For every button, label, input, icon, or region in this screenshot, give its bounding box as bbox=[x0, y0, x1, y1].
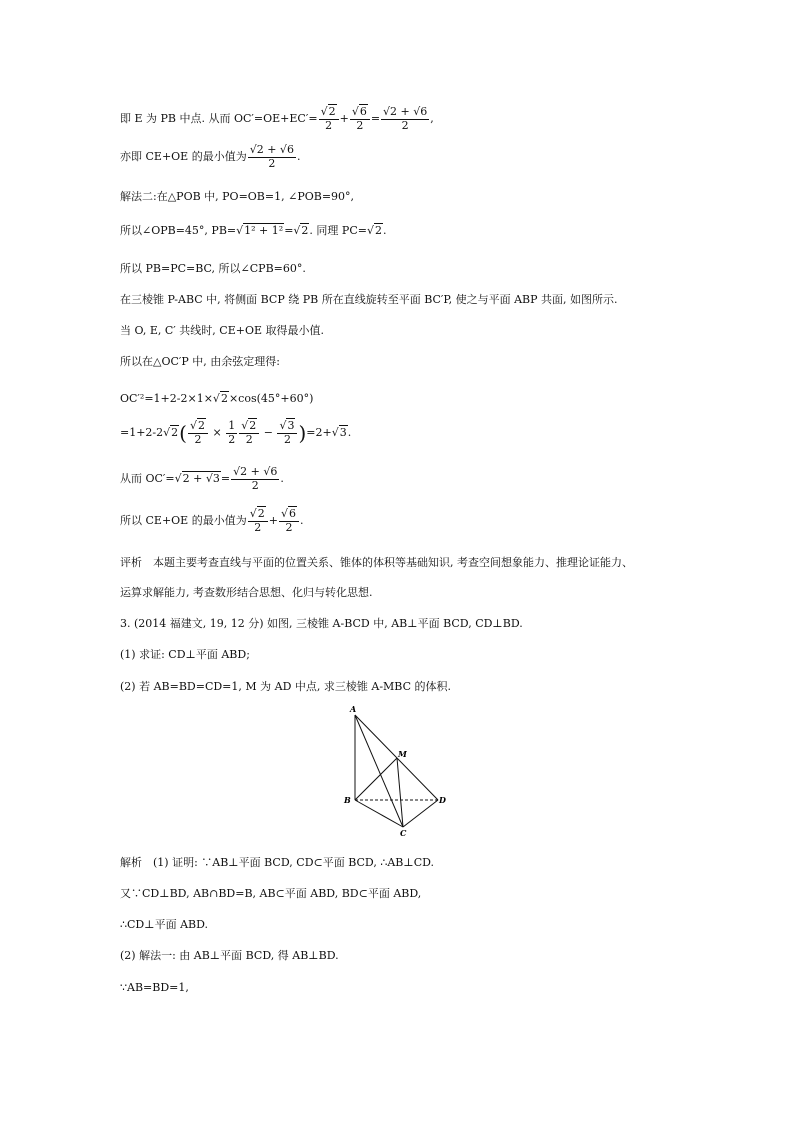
label-b: B bbox=[344, 795, 351, 805]
label-m: M bbox=[398, 749, 407, 759]
text-line-3: 解法二:在△POB 中, PO=OB=1, ∠POB=90°, bbox=[120, 190, 355, 203]
text-line-17: (2) 若 AB=BD=CD=1, M 为 AD 中点, 求三棱锥 A-MBC 的体积. bbox=[120, 680, 452, 693]
text-line-1: 即 E 为 PB 中点. 从而 OC′=OE+EC′= $\frac{√2}{2}$ + $\frac{√6}{2}$ = $\frac{√2 + √6}{2}$ , bbox=[120, 105, 434, 132]
text-line-2: 亦即 CE+OE 的最小值为 $\frac{√2 + √6}{2}$ . bbox=[120, 143, 301, 170]
text-line-16: (1) 求证: CD⊥平面 ABD; bbox=[120, 648, 250, 661]
text-line-9: OC′²=1+2-2×1×√2×cos(45°+60°) bbox=[120, 392, 314, 405]
text-line-8: 所以在△OC′P 中, 由余弦定理得: bbox=[120, 355, 280, 368]
label-a: A bbox=[350, 704, 357, 714]
label-c: C bbox=[400, 828, 407, 838]
text-line-12: 所以 CE+OE 的最小值为 $\frac{√2}{2}$ + $\frac{√6}{2}$ . bbox=[120, 507, 304, 534]
fraction: $\frac{√2 + √6}{2}$ bbox=[249, 143, 294, 170]
text-line-19: 又∵CD⊥BD, AB∩BD=B, AB⊂平面 ABD, BD⊂平面 ABD, bbox=[120, 887, 422, 900]
edge-mc bbox=[397, 758, 403, 827]
edge-bc bbox=[355, 800, 403, 827]
text-line-14: 运算求解能力, 考查数形结合思想、化归与转化思想. bbox=[120, 586, 373, 599]
fraction: $\frac{√6}{2}$ bbox=[350, 106, 370, 132]
fraction: $\frac{√2 + √6}{2}$ bbox=[383, 105, 428, 132]
text-line-11: 从而 OC′=√2 + √3= $\frac{√2 + √6}{2}$ . bbox=[120, 465, 284, 492]
edge-ac bbox=[355, 715, 403, 827]
text-line-15: 3. (2014 福建文, 19, 12 分) 如图, 三棱锥 A-BCD 中, AB⊥平面 BCD, CD⊥BD. bbox=[120, 617, 523, 630]
text-line-22: ∵AB=BD=1, bbox=[120, 981, 189, 994]
text-line-18: 解析 (1) 证明: ∵AB⊥平面 BCD, CD⊂平面 BCD, ∴AB⊥CD. bbox=[120, 856, 435, 869]
text-line-6: 在三棱锥 P-ABC 中, 将侧面 BCP 绕 PB 所在直线旋转至平面 BC′P, 使之与平面 ABP 共面, 如图所示. bbox=[120, 293, 618, 306]
text-line-5: 所以 PB=PC=BC, 所以∠CPB=60°. bbox=[120, 262, 306, 275]
fraction: $\frac{√2}{2}$ bbox=[319, 106, 339, 132]
label-d: D bbox=[439, 795, 446, 805]
edge-cd bbox=[403, 800, 438, 827]
tetrahedron-figure bbox=[340, 700, 460, 840]
text-line-20: ∴CD⊥平面 ABD. bbox=[120, 918, 209, 931]
text-line-13: 评析 本题主要考查直线与平面的位置关系、锥体的体积等基础知识, 考查空间想象能力、推理论证能力、 bbox=[120, 556, 633, 569]
text-line-7: 当 O, E, C′ 共线时, CE+OE 取得最小值. bbox=[120, 324, 324, 337]
text-line-10: =1+2-2√2( $\frac{√2}{2}$ × $\frac{1}{2}$ $\frac{√2}{2}$ − $\frac{√3}{2}$ )=2+√3. bbox=[120, 419, 352, 446]
text-line-21: (2) 解法一: 由 AB⊥平面 BCD, 得 AB⊥BD. bbox=[120, 949, 339, 962]
text-line-4: 所以∠OPB=45°, PB=√1² + 1²=√2. 同理 PC=√2. bbox=[120, 224, 387, 237]
